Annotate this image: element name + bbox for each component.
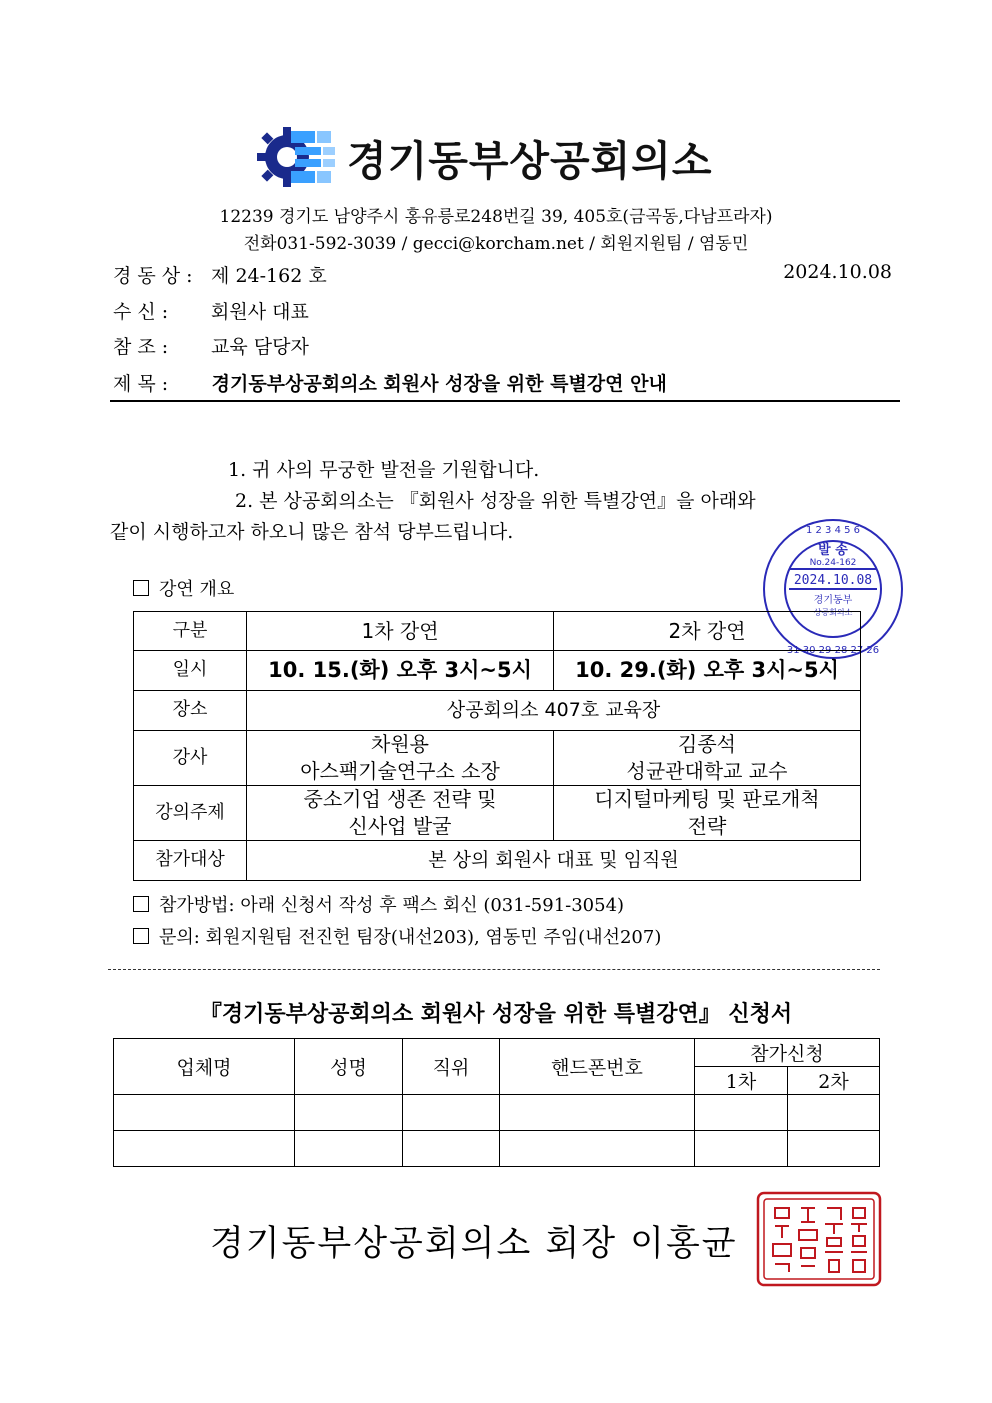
topic-1-line-2: 신사업 발굴 [348, 814, 452, 838]
reference-key: 참 조 : [113, 336, 169, 358]
topic-2-line-1: 디지털마케팅 및 판로개척 [594, 787, 820, 811]
address-line: 12239 경기도 남양주시 홍유릉로248번길 39, 405호(금곡동,다남프라자) [219, 207, 773, 227]
reference: 교육 담당자 [211, 336, 309, 358]
method-line [133, 891, 624, 917]
lecturer-1-name: 차원용 [371, 732, 429, 756]
overview-heading-text: 강연 개요 [159, 579, 235, 600]
audience: 본 상의 회원사 대표 및 임직원 [247, 841, 861, 881]
row-label: 장소 [134, 691, 247, 731]
contact-line: 전화031-592-3039 / gecci@korcham.net / 회원지원팀 / 염동민 [243, 234, 749, 254]
method-text: 참가방법: 아래 신청서 작성 후 팩스 회신 (031-591-3054) [159, 895, 625, 916]
date-1: 10. 15.(화) 오후 3시~5시 [247, 651, 554, 691]
logo-text: 경기동부상공회의소 [347, 136, 713, 185]
paragraph-1: 1. 귀 사의 무궁한 발전을 기원합니다. [228, 459, 540, 481]
form-cell[interactable] [295, 1131, 403, 1167]
col-header-2: 2차 강연 [554, 612, 861, 651]
lecturer-2 [554, 731, 861, 786]
form-cell[interactable] [788, 1095, 880, 1131]
form-cell[interactable] [500, 1095, 695, 1131]
col-first: 1차 [695, 1067, 788, 1095]
reference-row [113, 332, 309, 359]
header-divider [110, 400, 900, 402]
checkbox-square-icon [133, 580, 149, 596]
table-row [134, 691, 861, 731]
paragraph-2 [235, 486, 885, 513]
lecturer-2-title: 성균관대학교 교수 [626, 759, 788, 783]
checkbox-square-icon [133, 928, 149, 944]
organization-logo [255, 122, 712, 192]
row-label: 참가대상 [134, 841, 247, 881]
topic-1 [247, 786, 554, 841]
form-cell[interactable] [295, 1095, 403, 1131]
table-row [134, 612, 861, 651]
cut-line [108, 969, 880, 970]
form-cell[interactable] [695, 1095, 788, 1131]
subject-row [113, 369, 667, 396]
stamp-label: 발 송 [818, 543, 848, 558]
form-entry-row[interactable] [114, 1131, 880, 1167]
stamp-org2: 상공회의소 [813, 608, 853, 617]
official-seal [755, 1190, 883, 1288]
place: 상공회의소 407호 교육장 [247, 691, 861, 731]
document-date: 2024.10.08 [783, 261, 892, 283]
col-name: 성명 [295, 1039, 403, 1095]
col-phone: 핸드폰번호 [500, 1039, 695, 1095]
svg-text:1 2 3 4 5 6: 1 2 3 4 5 6 [805, 525, 861, 536]
col-position: 직위 [403, 1039, 500, 1095]
recipient-row [113, 297, 309, 324]
lecturer-1 [247, 731, 554, 786]
checkbox-square-icon [133, 896, 149, 912]
lecture-info-table [133, 611, 861, 881]
application-form-table [113, 1038, 880, 1167]
col-header-1: 1차 강연 [247, 612, 554, 651]
overview-heading [133, 575, 234, 601]
form-cell[interactable] [403, 1131, 500, 1167]
paragraph-2-text: 2. 본 상공회의소는 『회원사 성장을 위한 특별강연』을 아래와 [235, 490, 756, 512]
table-row [134, 786, 861, 841]
form-cell[interactable] [695, 1131, 788, 1167]
stamp-number: No.24-162 [809, 558, 857, 568]
topic-1-line-1: 중소기업 생존 전략 및 [303, 787, 497, 811]
col-apply: 참가신청 [695, 1039, 880, 1067]
signature-line: 경기동부상공회의소 회장 이홍균 [210, 1224, 738, 1264]
form-cell[interactable] [403, 1095, 500, 1131]
col-second: 2차 [788, 1067, 880, 1095]
form-cell[interactable] [788, 1131, 880, 1167]
subject: 경기동부상공회의소 회원사 성장을 위한 특별강연 안내 [211, 373, 667, 395]
table-row [134, 841, 861, 881]
col-company: 업체명 [114, 1039, 295, 1095]
document-number: 제 24-162 호 [211, 265, 327, 287]
svg-text:31 30 29 28 27 26: 31 30 29 28 27 26 [786, 645, 880, 656]
stamp-org: 경기동부 [813, 595, 853, 606]
table-row [134, 651, 861, 691]
row-label: 강사 [134, 731, 247, 786]
lecturer-2-name: 김종석 [678, 732, 736, 756]
row-label: 강의주제 [134, 786, 247, 841]
lecturer-1-title: 아스팩기술연구소 소장 [300, 759, 500, 783]
document-number-row [113, 261, 327, 288]
recipient: 회원사 대표 [211, 301, 309, 323]
topic-2-line-2: 전략 [687, 814, 727, 838]
inquiry-line [133, 923, 661, 949]
form-cell[interactable] [114, 1131, 295, 1167]
application-form-title: 『경기동부상공회의소 회원사 성장을 위한 특별강연』 신청서 [199, 1002, 793, 1027]
table-row [134, 731, 861, 786]
gear-logo-icon [255, 125, 337, 189]
subject-key: 제 목 : [113, 373, 169, 395]
date-2: 10. 29.(화) 오후 3시~5시 [554, 651, 861, 691]
table-row [114, 1039, 880, 1067]
inquiry-text: 문의: 회원지원팀 전진헌 팀장(내선203), 염동민 주임(내선207) [159, 927, 662, 948]
row-label: 구분 [134, 612, 247, 651]
recipient-key: 수 신 : [113, 301, 169, 323]
topic-2 [554, 786, 861, 841]
form-cell[interactable] [114, 1095, 295, 1131]
form-cell[interactable] [500, 1131, 695, 1167]
stamp-date: 2024.10.08 [793, 573, 873, 588]
paragraph-2-continued: 같이 시행하고자 하오니 많은 참석 당부드립니다. [110, 521, 514, 543]
form-entry-row[interactable] [114, 1095, 880, 1131]
row-label: 일시 [134, 651, 247, 691]
document-number-key: 경 동 상 : [113, 265, 193, 287]
